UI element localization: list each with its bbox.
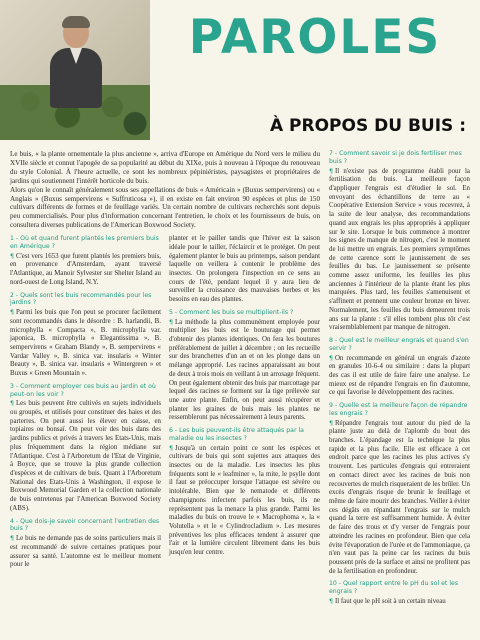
answer-text — [329, 598, 470, 607]
intro-paragraph: Le buis, « la plante ornementale la plus ancienne », arriva d'Europe en Amérique du Nord vers le milieu du XVIIe siècle et connut l'apogée de sa popularité au début du XIXe, puis à nouveau à l'époque du renouveau du style Colonial. À l'heure actuelle, ce sont les nombreux pépiniéristes, paysagistes et propriétaires de jardins qui soutiennent l'intérêt horticole du buis. — [10, 150, 320, 185]
pilcrow-icon: ¶ — [10, 252, 14, 260]
answer-body: C'est vers 1653 que furent plantés les premiers buis, en provenance d'Amsterdam, ayant traversé l'Atlantique, au Manoir Sylvester sur Shelter Island au nord-ouest de Long Island, N.Y. — [10, 252, 161, 286]
answer-body: Les buis peuvent être cultivés en sujets individuels ou groupés, et utilisés pour constituer des haies et des parterres. On peut aussi les élever en caisse, en topiaires ou bonsaï. On peut voir des buis dans des jardins publics et privés à travers les Etats-Unis, mais plus fréquemment dans la région médiane sur l'Atlantique. C'est à l'Arboretum de l'Etat de Virginie, à Boyce, que se trouve la plus grande collection d'espèces et de cultivars de buis. Quant à l'Arboretum National des Etats-Unis à Washington, il expose le Boxwood Memorial Garden et la collection nationale de buis entretenus par l'American Boxwood Society (ABS). — [10, 400, 161, 512]
qa-section — [10, 518, 161, 570]
answer-body: Répandre l'engrais tout autour du pied de la plante juste au delà de l'aplomb du bout des branches. L'épandage est la technique la plus rapide et la plus facile. Elle est efficace à cet endroit parce que les racines les plus actives s'y trouvent. Les particules d'engrais qui entreraient en contact direct avec les racines de buis non recouvertes de mulch risqueraient de les brûler. Un excès d'engrais risque de brunir le feuillage et même de faire mourir des branches. Veiller à éviter ces dégâts en répandant l'engrais sur le mulch quand la terre est suffisamment humide. À éviter de faire des trous et d'y verser de l'engrais pour atteindre les racines en profondeur. Bien que cela évite l'évaporation de l'urée et de l'ammoniaque, ça n'en vaut pas la peine car les racines du buis poussent près de la surface et ainsi ne profitent pas de la fertilisation en profondeur. — [329, 419, 470, 575]
answer-body: Jusqu'à un certain point ce sont les espèces et cultivars de buis qui sont sujettes aux attaques des insectes ou de la maladie. Les insectes les plus fréquents sont le « leafminer », la mite, le psylle dont il faut se préoccuper lorsque l'attaque est sévère ou intolérable. Bien que le nematode et différents champignons infectent parfois les buis, ils ne représentent pas la menace la plus grande. Parmi les maladies du buis on trouve le « Macrophoma », la « Volutella » et le « Cylindrocladium ». Les mesures préventives les plus efficaces tendent à assurer que l'air et la lumière circulent librement dans les buis jusqu'en leur centre. — [169, 444, 320, 557]
answer-body: On recommande en général un engrais d'azote en granules 10-6-4 ou similaire : dans la plupart des cas il est utile de faire faire une analyse. Le mieux est de répandre l'engrais en fin d'automne, ce qui favorise le développement des racines. — [329, 354, 470, 397]
qa-section — [10, 383, 161, 514]
question-heading: 4 - Que dois-je savoir concernant l'entretien des buis ? — [10, 517, 160, 533]
answer-text — [169, 319, 320, 423]
answer-body: Le buis ne demande pas de soins particuliers mais il est recommandé de suivre certaines pratiques pour assurer sa santé. L'automne est le meilleur moment pour le — [10, 535, 161, 569]
qa-section — [329, 402, 470, 576]
answer-text — [329, 168, 470, 333]
answer-body: Il n'existe pas de programme établi pour la fertilisation du buis. La meilleure façon d'appliquer l'engrais est d'étudier le sol. En envoyant des échantillons de terre au « Coopérative Extension Service » vous recevrez, à la suite de leur analyse, des recommandations quand aux engrais les plus appropriés à appliquer sur le site. Lorsque le buis commence à montrer les signes de manque de nitrogen, c'est le moment de lui mettre un engrais. Les premiers symptômes de cette carence sont le jaunissement de ses feuilles du bas. Le jaunissement se présente comme assez uniforme, les feuilles les plus anciennes à l'intérieur de la plante étant les plus marquées. Plus tard, les feuilles s'amenuisent et s'affinent et prennent une couleur bronze en hiver. Normalement, les feuilles du buis demeurent trois ans sur la plante : s'il elles tombent plus tôt c'est vraisemblablement par manque de nitrogen. — [329, 167, 470, 332]
qa-section — [169, 427, 320, 558]
answer-text — [10, 253, 161, 288]
photo-person — [50, 18, 102, 108]
page-subtitle: À PROPOS DU BUIS : — [269, 116, 466, 136]
qa-section — [10, 292, 161, 379]
question-heading: 5 - Comment les buis se multiplient-ils ? — [169, 308, 294, 316]
question-heading: 1 - Où et quand furent plantés les premiers buis en Amérique ? — [10, 235, 159, 250]
column-2 — [169, 235, 320, 574]
qa-section — [329, 580, 470, 606]
pilcrow-icon: ¶ — [329, 419, 333, 427]
question-heading: 3 - Comment employer ces buis au jardin et où peut-on les voir ? — [10, 382, 156, 398]
pilcrow-icon: ¶ — [329, 167, 333, 175]
question-heading: 10 - Quel rapport entre le pH du sol et les engrais ? — [329, 580, 459, 596]
question-heading: 6 - Les buis peuvent-ils être attaqués par la maladie ou les insectes ? — [169, 427, 304, 442]
question-heading: 9 - Quelle est la meilleure façon de répandre les engrais ? — [329, 402, 468, 417]
answer-text — [10, 309, 161, 379]
pilcrow-icon: ¶ — [169, 444, 173, 452]
article-body — [10, 150, 470, 634]
answer-body: Parmi les buis que l'on peut se procurer facilement sont recommandés dans le désordre : B. harlandii, B. microphylla « Compacta », B. microphylla var. japonica, B. microphylla « Elegantissima », B. sempervirens « Graham Blandy », B. sempervirens « Vardar Valley », B. sinica var. insularis « Winter Beauty », B. sinica var. insularis « Wintergreen » et Buxus « Green Mountain ». — [10, 309, 161, 378]
column-1 — [10, 235, 161, 574]
answer-body: Il faut que le pH soit à un certain niveau — [334, 597, 446, 605]
answer-text: planter et le pailler tandis que l'hiver est la saison idéale pour le tailler, l'éclaircir et le protéger. On peut également planter le buis au printemps, saison pendant laquelle on veillera à contenir le problème des insectes. On prolongera l'inspection en ce sens au cours de l'été, pendant lequel il y aura lieu de surveiller la croissance des mauvaises herbes et les besoins en eau des plantes. — [169, 235, 320, 304]
portrait-photo — [0, 0, 150, 140]
pilcrow-icon: ¶ — [10, 535, 14, 543]
qa-section — [329, 337, 470, 398]
pilcrow-icon: ¶ — [329, 354, 333, 362]
question-heading: 2 - Quels sont les buis recommandés pour les jardins ? — [10, 291, 152, 307]
question-heading: 8 - Quel est le meilleur engrais et quand s'en servir ? — [329, 336, 469, 352]
question-heading: 7 - Comment savoir si je dois fertiliser mes buis ? — [329, 150, 462, 165]
answer-text — [10, 400, 161, 513]
qa-section — [10, 235, 161, 287]
left-block — [10, 150, 320, 574]
pilcrow-icon: ¶ — [10, 309, 14, 317]
article-intro — [10, 150, 320, 230]
answer-text — [169, 445, 320, 558]
answer-body: La méthode la plus communément employée pour multiplier les buis est le bouturage qui permet d'obtenir des plantes identiques. On fera les boutures préférablement de juillet à décembre ; on les recueille sur des branchettes d'un an et on les plonge dans un mélange approprié. Les racines apparaissant au bout de deux à trois mois en veillant à un arrosage fréquent. On peut également obtenir des buis par marcottage par lequel des racines se forment sur la tige prélevée sur une autre plante. Enfin, on peut aussi récupérer et planter les graines de buis mais les plantes ne ressembleront pas nécessairement à leurs parents. — [169, 318, 320, 422]
pilcrow-icon: ¶ — [169, 318, 173, 326]
page-title: PAROLES — [188, 10, 442, 65]
answer-text — [329, 420, 470, 577]
answer-text — [10, 535, 161, 570]
qa-section — [169, 309, 320, 423]
qa-subcolumns — [10, 235, 320, 574]
pilcrow-icon: ¶ — [329, 597, 333, 605]
answer-text — [329, 355, 470, 399]
qa-section — [169, 235, 320, 305]
column-3 — [329, 150, 470, 611]
pilcrow-icon: ¶ — [10, 400, 14, 408]
qa-section — [329, 150, 470, 333]
intro-paragraph: Alors qu'on le connaît généralement sous ses appellations de buis « Américain » (Buxus sempervirens) ou « Anglais » (Buxus sempervirens « Suffruticosa »), il en existe en fait environ 90 espèces et plus de 150 cultivars différents de formes et de feuillage variés. Un certain nombre de cultivars recherchés sont depuis peu commercialisés. Pour plus d'information concernant l'entretien, le choix et les fournisseurs de buis, on consultera diverses publications de l'American Boxwood Society. — [10, 185, 320, 230]
